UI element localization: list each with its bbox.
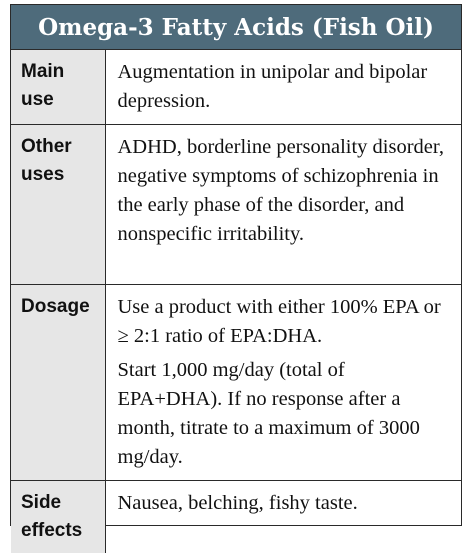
- row-content-side-effects: [105, 481, 461, 553]
- row-label-other-uses: Other uses: [11, 125, 105, 285]
- drug-info-card: [10, 4, 462, 526]
- dosage-titration-text: Start 1,000 mg/day (total of EPA+DHA). If no response after a month, titrate to a maximum of 3000 mg/day.: [118, 356, 450, 472]
- row-label-dosage: Dosage: [11, 285, 105, 481]
- side-effects-text: Nausea, belching, fishy taste.: [118, 489, 450, 518]
- table-row-side-effects: [11, 481, 461, 553]
- dosage-product-text: Use a product with either 100% EPA or ≥ 2:1 ratio of EPA:DHA.: [118, 293, 450, 351]
- row-content-main-use: [105, 50, 461, 125]
- row-content-dosage: [105, 285, 461, 481]
- table-row-other-uses: [11, 125, 461, 285]
- row-label-side-effects: Side effects: [11, 481, 105, 553]
- card-title: Omega-3 Fatty Acids (Fish Oil): [11, 5, 461, 50]
- row-content-other-uses: [105, 125, 461, 285]
- table-row-dosage: [11, 285, 461, 481]
- row-label-main-use: Main use: [11, 50, 105, 125]
- table-row-main-use: [11, 50, 461, 125]
- main-use-text: Augmentation in unipolar and bipolar depression.: [118, 58, 450, 116]
- other-uses-text: ADHD, borderline personality disorder, negative symptoms of schizophrenia in the early phase of the disorder, and nonspecific irritability.: [118, 133, 450, 249]
- info-table: [11, 50, 461, 553]
